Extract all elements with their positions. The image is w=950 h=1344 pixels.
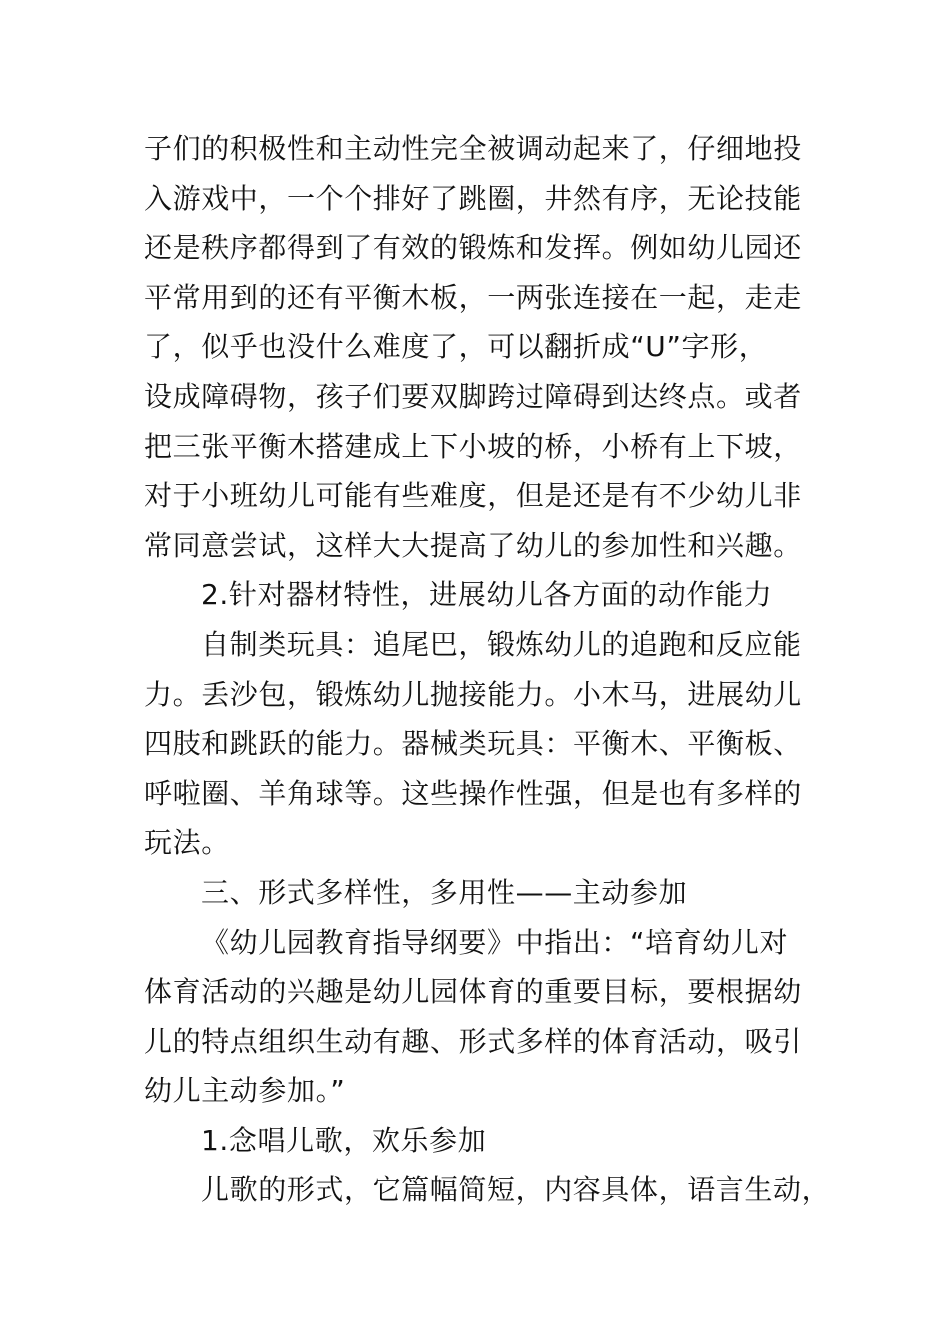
- text-line: 了，似乎也没什么难度了，可以翻折成“U”字形，: [144, 330, 768, 364]
- text-line: 子们的积极性和主动性完全被调动起来了，仔细地投: [144, 132, 802, 165]
- text-line: 力。丢沙包，锻炼幼儿抛接能力。小木马，进展幼儿: [144, 677, 802, 711]
- text-line: 设成障碍物，孩子们要双脚跨过障碍到达终点。或者: [144, 379, 802, 413]
- text-line: 儿的特点组织生动有趣、形式多样的体育活动，吸引: [144, 1024, 802, 1058]
- text-line: 对于小班幼儿可能有些难度，但是还是有不少幼儿非: [144, 479, 802, 513]
- text-line: 把三张平衡木搭建成上下小坡的桥，小桥有上下坡，: [144, 429, 802, 463]
- paragraph-start: 儿歌的形式，它篇幅简短，内容具体，语言生动，: [201, 1173, 831, 1207]
- section-heading: 三、形式多样性，多用性——主动参加: [201, 875, 688, 909]
- paragraph-start: 《幼儿园教育指导纲要》中指出：“培育幼儿对: [201, 925, 789, 959]
- text-line: 常同意尝试，这样大大提高了幼儿的参加性和兴趣。: [144, 528, 802, 562]
- section-heading: 1.念唱儿歌，欢乐参加: [201, 1123, 487, 1157]
- text-line: 四肢和跳跃的能力。器械类玩具：平衡木、平衡板、: [144, 727, 802, 761]
- text-line: 平常用到的还有平衡木板，一两张连接在一起，走走: [144, 280, 802, 314]
- text-line: 呼啦圈、羊角球等。这些操作性强，但是也有多样的: [144, 776, 802, 810]
- body-text: [144, 124, 831, 1215]
- text-line: 玩法。: [144, 826, 230, 860]
- text-line: 入游戏中，一个个排好了跳圈，井然有序，无论技能: [144, 181, 802, 215]
- text-line: 还是秩序都得到了有效的锻炼和发挥。例如幼儿园还: [144, 231, 802, 265]
- paragraph-start: 自制类玩具：追尾巴，锻炼幼儿的追跑和反应能: [201, 627, 802, 661]
- text-line: 体育活动的兴趣是幼儿园体育的重要目标，要根据幼: [144, 975, 802, 1009]
- text-line: 幼儿主动参加。”: [144, 1074, 346, 1108]
- section-heading: 2.针对器材特性，进展幼儿各方面的动作能力: [201, 578, 773, 612]
